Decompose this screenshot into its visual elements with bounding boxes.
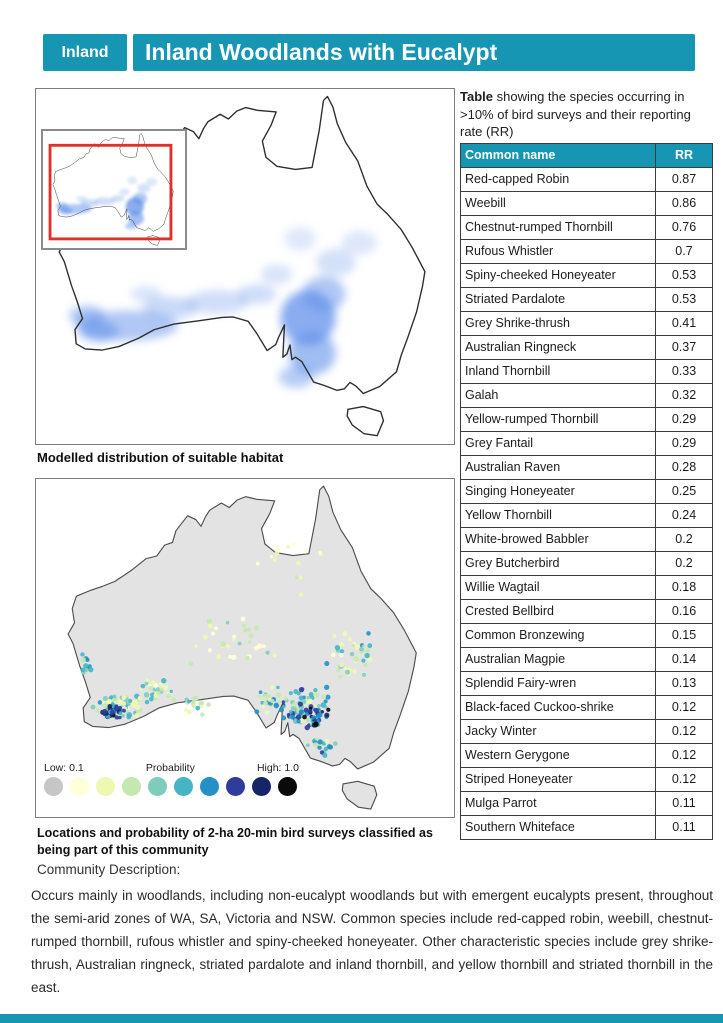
habitat-patches (69, 227, 377, 388)
table-row (461, 336, 713, 360)
species-name-cell: Yellow Thornbill (461, 504, 656, 528)
inset-tasmania-coastline (148, 236, 160, 246)
table-row (461, 312, 713, 336)
legend-color-swatch (70, 777, 89, 796)
table-caption (460, 88, 713, 141)
rr-value-cell: 0.2 (656, 552, 713, 576)
species-name-cell: Spiny-cheeked Honeyeater (461, 264, 656, 288)
table-row (461, 720, 713, 744)
inset-map-svg (43, 131, 185, 248)
species-name-cell: Inland Thornbill (461, 360, 656, 384)
survey-map-caption: Locations and probability of 2-ha 20-min bird surveys classified as being part of this community (37, 826, 433, 857)
species-name-cell: Australian Raven (461, 456, 656, 480)
table-row (461, 768, 713, 792)
rr-value-cell: 0.29 (656, 432, 713, 456)
legend-color-swatch (96, 777, 115, 796)
species-name-cell: Red-capped Robin (461, 168, 656, 192)
legend-swatches (44, 777, 299, 796)
rr-value-cell: 0.53 (656, 288, 713, 312)
rr-value-cell: 0.7 (656, 240, 713, 264)
table-row (461, 672, 713, 696)
rr-value-cell: 0.53 (656, 264, 713, 288)
legend-color-swatch (226, 777, 245, 796)
table-row (461, 624, 713, 648)
rr-value-cell: 0.37 (656, 336, 713, 360)
rr-value-cell: 0.76 (656, 216, 713, 240)
inset-habitat-patches (56, 177, 157, 230)
table-row (461, 216, 713, 240)
table-row (461, 264, 713, 288)
tasmania-landmass (342, 781, 377, 809)
rr-value-cell: 0.16 (656, 600, 713, 624)
species-name-cell: Splendid Fairy-wren (461, 672, 656, 696)
legend-color-swatch (122, 777, 141, 796)
table-row (461, 552, 713, 576)
table-row (461, 384, 713, 408)
species-name-cell: Common Bronzewing (461, 624, 656, 648)
rr-value-cell: 0.13 (656, 672, 713, 696)
species-name-cell: Jacky Winter (461, 720, 656, 744)
table-row (461, 432, 713, 456)
rr-value-cell: 0.12 (656, 720, 713, 744)
table-row (461, 456, 713, 480)
species-name-cell: Willie Wagtail (461, 576, 656, 600)
table-row (461, 192, 713, 216)
table-row (461, 360, 713, 384)
rr-value-cell: 0.25 (656, 480, 713, 504)
legend-color-swatch (148, 777, 167, 796)
header-tag-label: Inland (61, 43, 109, 61)
table-row (461, 528, 713, 552)
species-name-cell: Grey Fantail (461, 432, 656, 456)
species-name-cell: Grey Butcherbird (461, 552, 656, 576)
rr-value-cell: 0.87 (656, 168, 713, 192)
species-name-cell: Chestnut-rumped Thornbill (461, 216, 656, 240)
column-header-rr: RR (656, 144, 713, 168)
rr-value-cell: 0.12 (656, 744, 713, 768)
species-table-head (461, 144, 713, 168)
rr-value-cell: 0.86 (656, 192, 713, 216)
legend-color-swatch (44, 777, 63, 796)
species-name-cell: Singing Honeyeater (461, 480, 656, 504)
table-row (461, 696, 713, 720)
overview-inset-map (41, 129, 187, 250)
rr-value-cell: 0.12 (656, 696, 713, 720)
page-title-bar (133, 34, 695, 71)
rr-value-cell: 0.28 (656, 456, 713, 480)
table-row (461, 288, 713, 312)
footer-bar (0, 1014, 723, 1023)
rr-value-cell: 0.18 (656, 576, 713, 600)
rr-value-cell: 0.33 (656, 360, 713, 384)
species-name-cell: Crested Bellbird (461, 600, 656, 624)
legend-color-swatch (252, 777, 271, 796)
legend-high-label: High: 1.0 (256, 762, 299, 774)
species-name-cell: Grey Shrike-thrush (461, 312, 656, 336)
header-tag (43, 34, 127, 71)
legend-title: Probability (145, 762, 195, 774)
survey-map (35, 478, 455, 818)
species-name-cell: Australian Magpie (461, 648, 656, 672)
rr-value-cell: 0.32 (656, 384, 713, 408)
distribution-map (35, 88, 455, 445)
table-row (461, 648, 713, 672)
page-title: Inland Woodlands with Eucalypt (145, 39, 498, 65)
table-row (461, 240, 713, 264)
rr-value-cell: 0.41 (656, 312, 713, 336)
species-name-cell: Weebill (461, 192, 656, 216)
legend-color-swatch (174, 777, 193, 796)
species-name-cell: Striated Pardalote (461, 288, 656, 312)
species-name-cell: Black-faced Cuckoo-shrike (461, 696, 656, 720)
table-header-row (461, 144, 713, 168)
rr-value-cell: 0.2 (656, 528, 713, 552)
rr-value-cell: 0.24 (656, 504, 713, 528)
column-header-common-name: Common name (461, 144, 656, 168)
species-name-cell: Rufous Whistler (461, 240, 656, 264)
legend-low-label: Low: 0.1 (44, 762, 84, 774)
tasmania-coastline (347, 407, 383, 436)
species-name-cell: Galah (461, 384, 656, 408)
table-row (461, 576, 713, 600)
species-table-body (461, 168, 713, 840)
table-row (461, 480, 713, 504)
table-row (461, 600, 713, 624)
rr-value-cell: 0.12 (656, 768, 713, 792)
species-name-cell: Striped Honeyeater (461, 768, 656, 792)
table-row (461, 816, 713, 840)
species-name-cell: Australian Ringneck (461, 336, 656, 360)
australia-landmass (68, 486, 416, 769)
rr-value-cell: 0.11 (656, 816, 713, 840)
species-name-cell: White-browed Babbler (461, 528, 656, 552)
rr-value-cell: 0.14 (656, 648, 713, 672)
table-caption-bold: Table (460, 89, 493, 104)
probability-legend (44, 762, 299, 796)
legend-color-swatch (200, 777, 219, 796)
description-label: Community Description: (37, 862, 181, 877)
table-row (461, 504, 713, 528)
rr-value-cell: 0.11 (656, 792, 713, 816)
community-description: Occurs mainly in woodlands, including non-eucalypt woodlands but with emergent eucalypts present, throughout the semi-arid zones of WA, SA, Victoria and NSW. Common species include red-capped robin, weebill, chestnut-rumped thornbill, rufous whistler and spiny-cheeked honeyeater. Other characteristic species include grey shrike-thrush, Australian ringneck, striated pardalote and inland thornbill, and yellow thornbill and striated thornbill in the east. (31, 888, 713, 995)
table-row (461, 792, 713, 816)
table-row (461, 744, 713, 768)
species-name-cell: Yellow-rumped Thornbill (461, 408, 656, 432)
species-name-cell: Southern Whiteface (461, 816, 656, 840)
rr-value-cell: 0.15 (656, 624, 713, 648)
table-row (461, 408, 713, 432)
species-name-cell: Mulga Parrot (461, 792, 656, 816)
species-name-cell: Western Gerygone (461, 744, 656, 768)
distribution-map-caption: Modelled distribution of suitable habitat (37, 450, 284, 465)
table-row (461, 168, 713, 192)
table-caption-text: showing the species occurring in >10% of bird surveys and their reporting rate (RR) (460, 89, 691, 139)
species-table (460, 143, 713, 840)
rr-value-cell: 0.29 (656, 408, 713, 432)
legend-color-swatch (278, 777, 297, 796)
